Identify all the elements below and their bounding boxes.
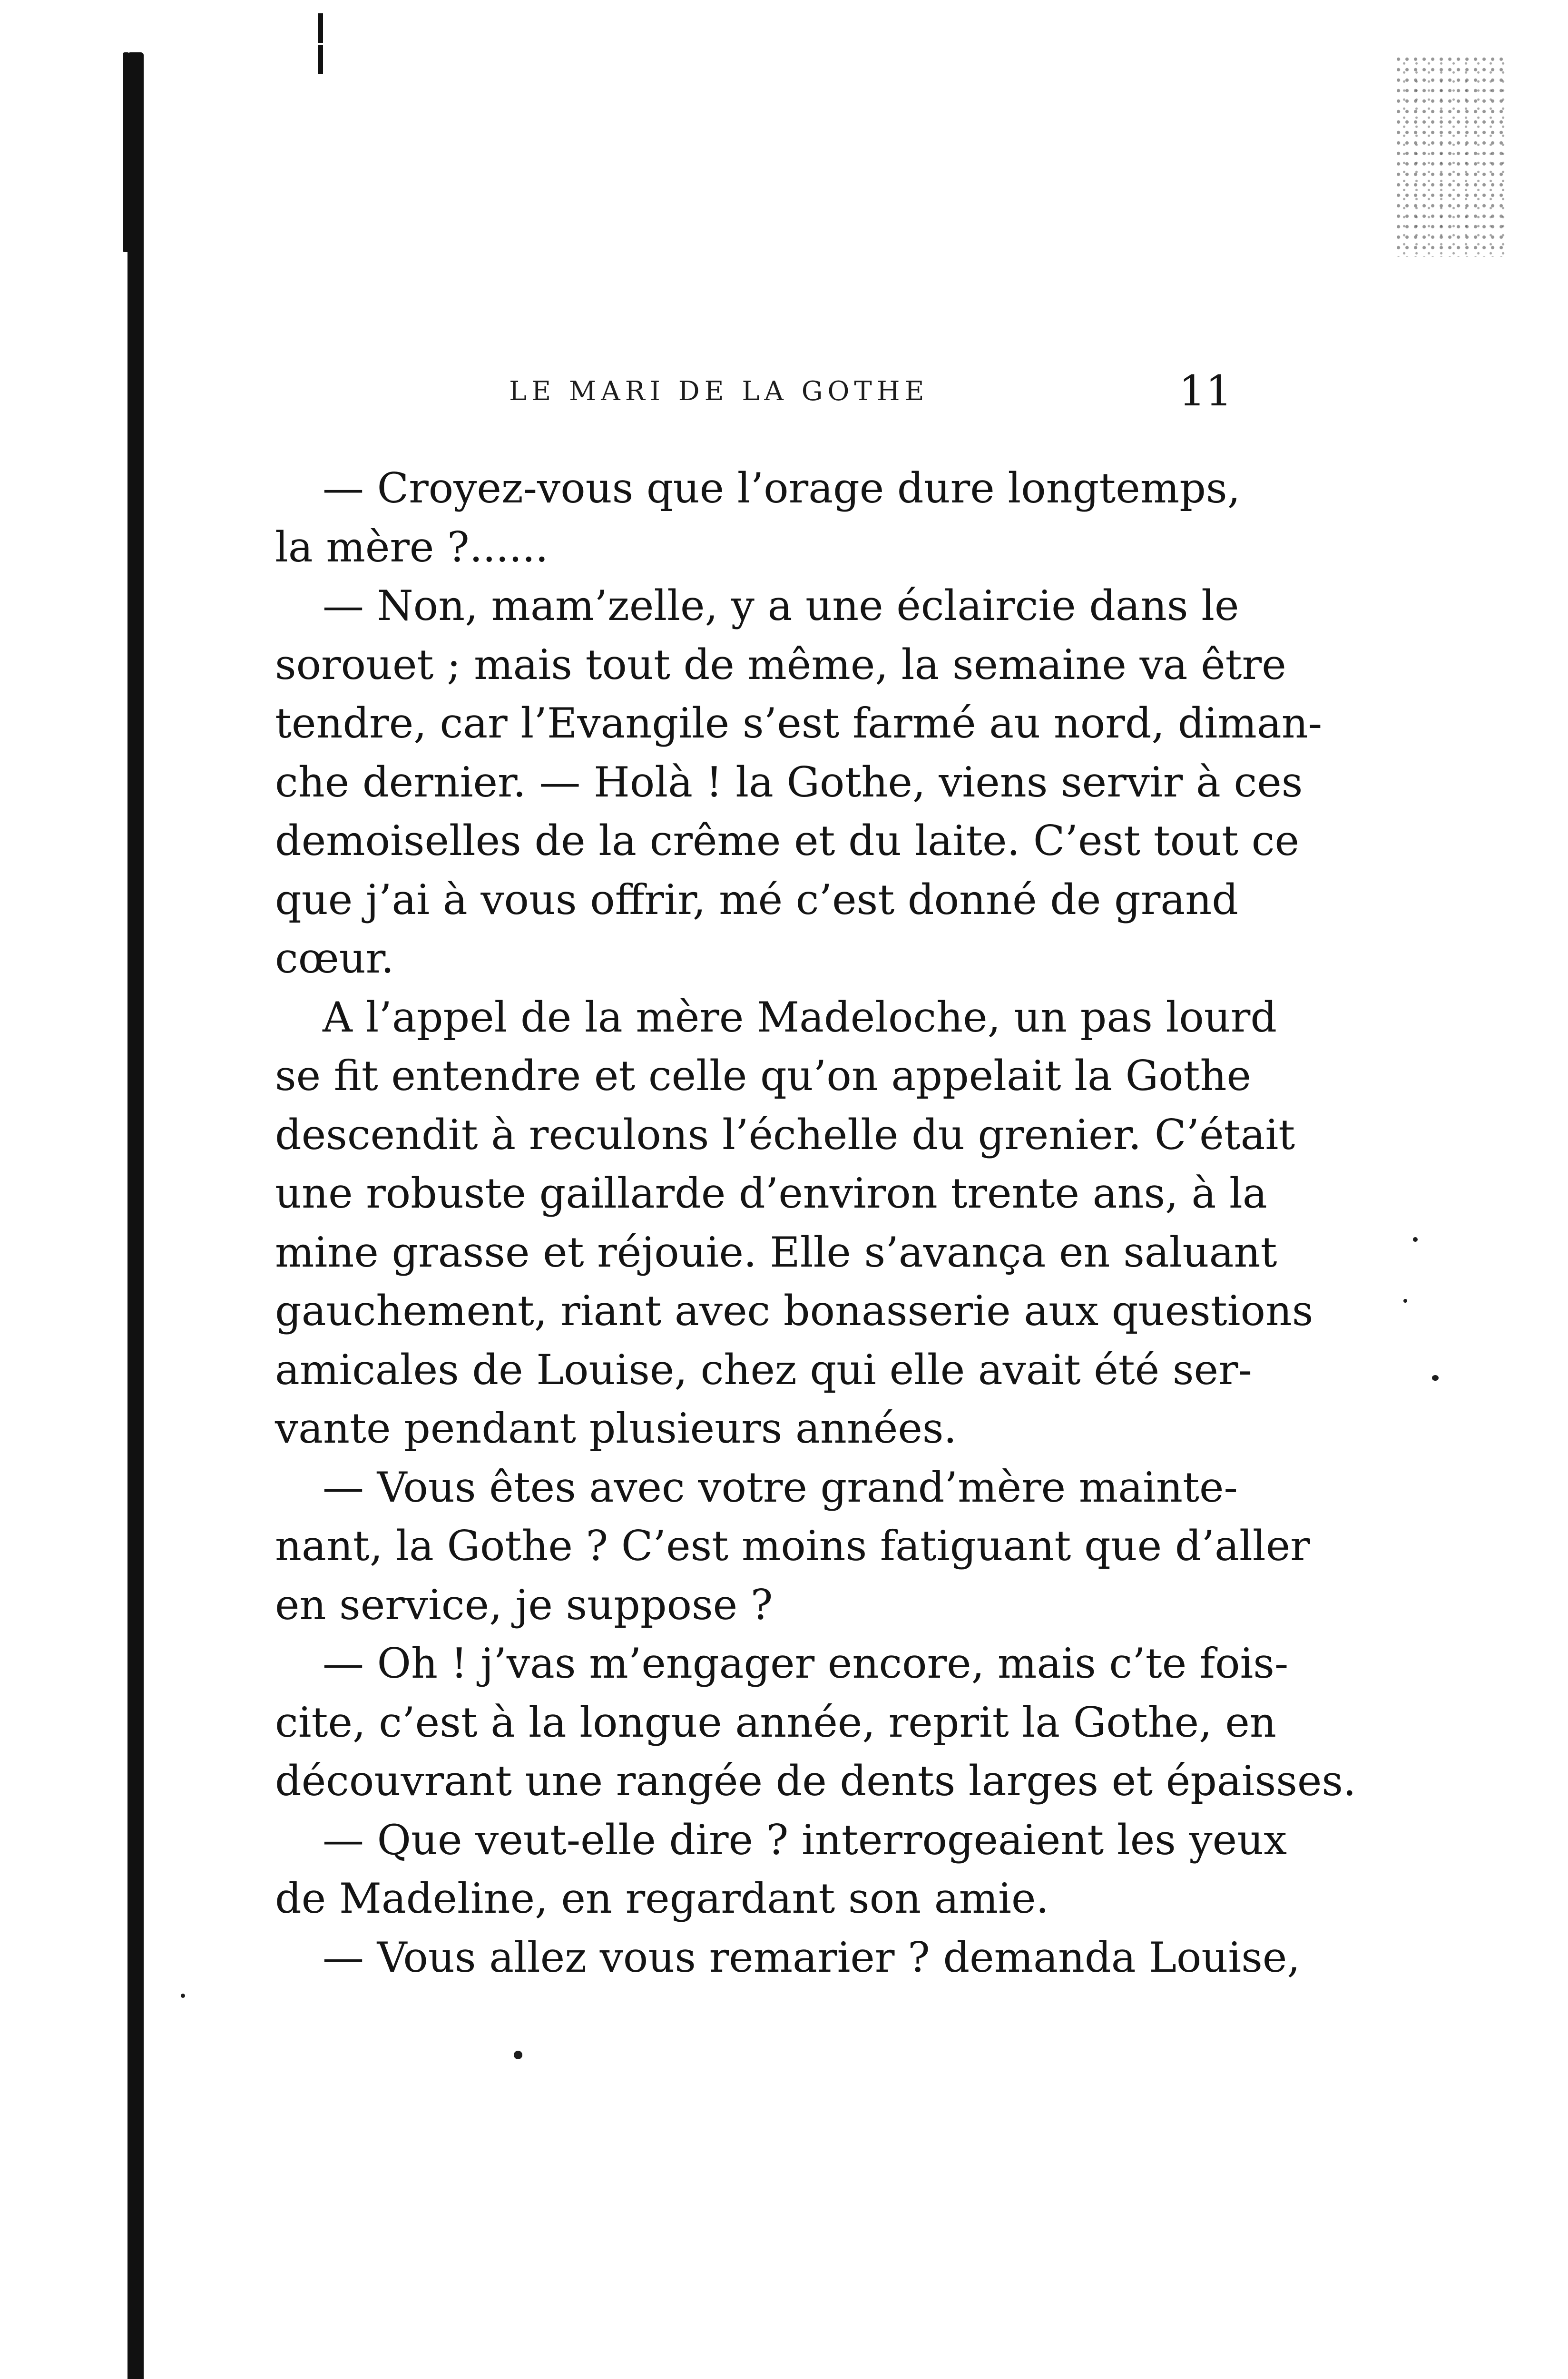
text-line: — Que veut-elle dire ? interrogeaient les yeux [323,1815,1287,1864]
text-line: amicales de Louise, chez qui elle avait été ser- [275,1345,1252,1394]
text-line: nant, la Gothe ? C’est moins fatiguant que d’aller [275,1522,1310,1570]
ink-mark [318,13,337,47]
text-line: mine grasse et réjouie. Elle s’avança en saluant [275,1228,1277,1277]
text-line: la mère ?...... [275,522,549,571]
text-line: découvrant une rangée de dents larges et épaisses. [275,1757,1356,1805]
book-binding-edge [127,52,144,2379]
text-line: se fit entendre et celle qu’on appelait la Gothe [275,1052,1251,1100]
text-line: A l’appel de la mère Madeloche, un pas lourd [323,993,1277,1042]
text-line: que j’ai à vous offrir, mé c’est donné de grand [275,875,1238,924]
text-line: cite, c’est à la longue année, reprit la Gothe, en [275,1698,1276,1747]
running-head [509,366,1232,423]
text-line: — Oh ! j’vas m’engager encore, mais c’te fois- [323,1639,1289,1688]
print-smudge [1397,57,1506,257]
header-title: LE MARI DE LA GOTHE [509,376,929,407]
text-line: sorouet ; mais tout de même, la semaine va être [275,640,1286,689]
text-line: — Vous allez vous remarier ? demanda Louise, [323,1933,1301,1982]
text-line: gauchement, riant avec bonasserie aux questions [275,1287,1313,1335]
text-line: demoiselles de la crême et du laite. C’est tout ce [275,816,1299,865]
body-text [275,459,1356,1987]
text-line: che dernier. — Holà ! la Gothe, viens servir à ces [275,757,1303,806]
text-line: — Non, mam’zelle, y a une éclaircie dans le [323,581,1239,630]
text-line: une robuste gaillarde d’environ trente ans, à la [275,1169,1267,1218]
text-line: vante pendant plusieurs années. [275,1404,957,1453]
page-number: 11 [1179,366,1232,415]
text-line: — Croyez-vous que l’orage dure longtemps, [323,464,1241,512]
text-line: en service, je suppose ? [275,1580,773,1629]
text-line: cœur. [275,934,394,983]
text-line: de Madeline, en regardant son amie. [275,1874,1049,1923]
text-line: — Vous êtes avec votre grand’mère mainte- [323,1463,1238,1512]
text-line: descendit à reculons l’échelle du grenier. C’était [275,1110,1295,1159]
text-line: tendre, car l’Evangile s’est farmé au nord, diman- [275,699,1323,747]
